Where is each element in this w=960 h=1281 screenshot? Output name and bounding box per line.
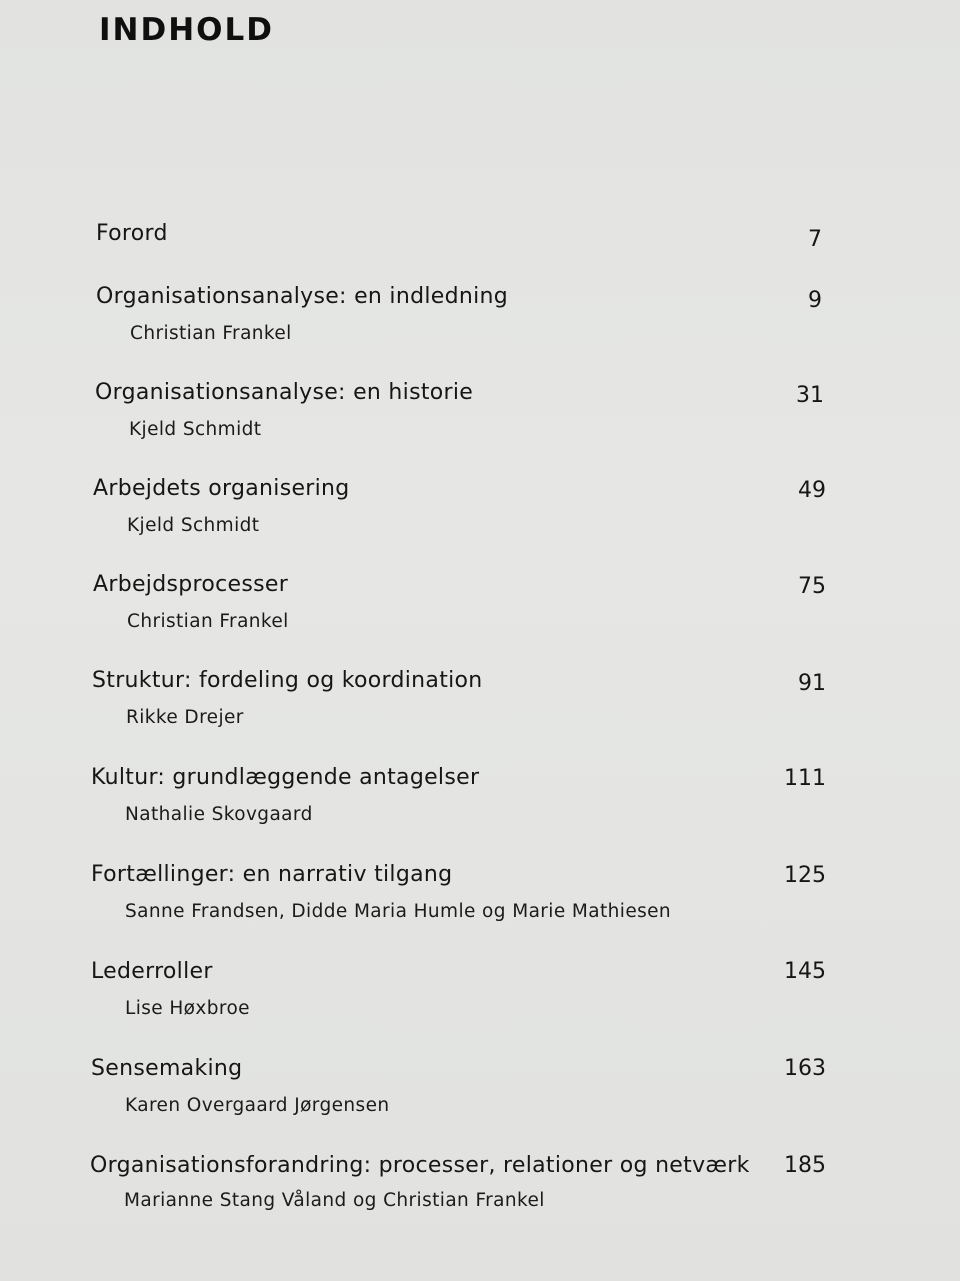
toc-entry-title: Sensemaking <box>91 1056 243 1081</box>
toc-entry-author: Marianne Stang Våland og Christian Frankel <box>124 1190 545 1211</box>
toc-entry-title: Kultur: grundlæggende antagelser <box>91 765 480 790</box>
toc-entry-author: Lise Høxbroe <box>125 998 250 1019</box>
toc-entry-historie <box>95 380 827 460</box>
toc-entry-author: Rikke Drejer <box>126 707 244 728</box>
toc-entry-lederroller <box>91 959 828 1039</box>
toc-entry-title: Forord <box>96 221 168 246</box>
toc-entry-indledning <box>96 284 828 364</box>
toc-entry-struktur <box>92 668 828 748</box>
toc-entry-author: Sanne Frandsen, Didde Maria Humle og Marie Mathiesen <box>125 901 672 922</box>
toc-entry-page: 9 <box>808 288 822 313</box>
toc-entry-author: Christian Frankel <box>130 323 292 344</box>
toc-entry-author: Nathalie Skovgaard <box>125 804 313 825</box>
toc-entry-title: Struktur: fordeling og koordination <box>92 668 483 693</box>
toc-entry-title: Arbejdets organisering <box>93 476 350 501</box>
toc-entry-title: Fortællinger: en narrativ tilgang <box>91 862 453 887</box>
toc-entry-page: 31 <box>796 383 824 408</box>
toc-entry-title: Arbejdsprocesser <box>93 572 289 597</box>
toc-entry-title: Lederroller <box>91 959 213 984</box>
toc-entry-title: Organisationsanalyse: en indledning <box>96 284 509 309</box>
toc-entry-fortaellinger <box>91 862 828 942</box>
toc-entry-sensemaking <box>91 1056 828 1136</box>
toc-entry-page: 75 <box>798 574 826 599</box>
toc-entry-page: 125 <box>784 863 826 888</box>
toc-entry-kultur <box>91 765 828 845</box>
toc-entry-author: Kjeld Schmidt <box>129 419 262 440</box>
toc-entry-title: Organisationsanalyse: en historie <box>95 380 474 405</box>
page-title: INDHOLD <box>99 12 274 48</box>
toc-entry-author: Kjeld Schmidt <box>127 515 260 536</box>
toc-entry-page: 111 <box>784 766 826 791</box>
toc-entry-page: 145 <box>784 959 826 984</box>
toc-entry-page: 163 <box>784 1056 826 1081</box>
toc-entry-author: Christian Frankel <box>127 611 289 632</box>
toc-entry-page: 49 <box>798 478 826 503</box>
toc-entry-page: 185 <box>784 1153 826 1178</box>
toc-entry-page: 91 <box>798 671 826 696</box>
toc-entry-title: Organisationsforandring: processer, relationer og netværk <box>90 1153 750 1178</box>
toc-entry-author: Karen Overgaard Jørgensen <box>125 1095 390 1116</box>
toc-entry-arbejdets-organisering <box>93 476 828 556</box>
toc-entry-organisationsforandring <box>90 1153 828 1233</box>
toc-entry-arbejdsprocesser <box>93 572 828 652</box>
toc-entry-page: 7 <box>808 227 822 252</box>
